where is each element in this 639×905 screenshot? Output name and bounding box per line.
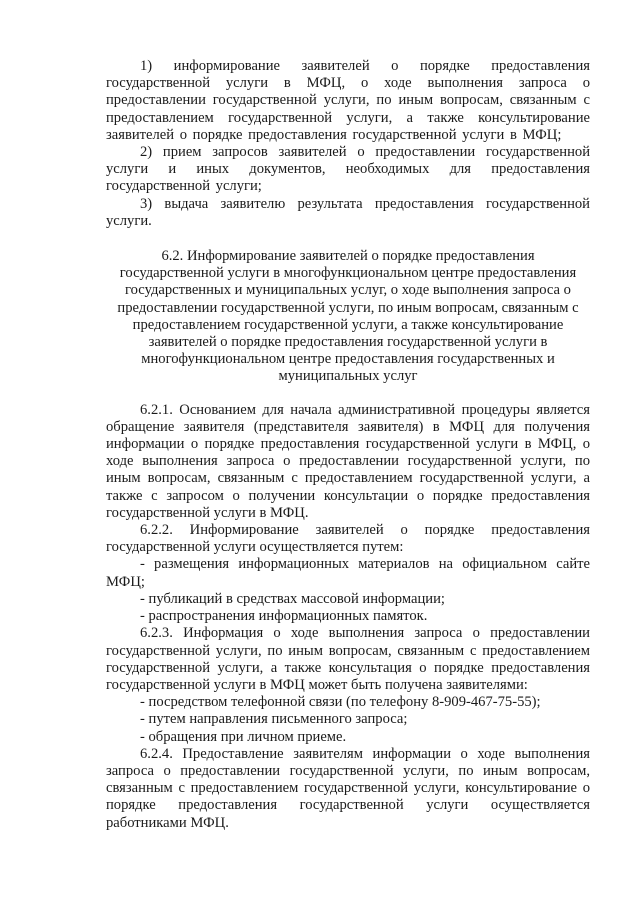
list-item: - распространения информационных памяток.	[140, 608, 428, 625]
paragraph-6-2-4: 6.2.4. Предоставление заявителям информации о ходе выполнения запроса о предоставлении государственной услуги, по иным вопросам, связанным с предоставлением государственной услуги, консультирование о порядке предоставления государственной услуги осуществляется работниками МФЦ.	[106, 745, 590, 831]
list-item-reception: 2) прием запросов заявителей о предоставлении государственной услуги и иных документов, необходимых для предоставления государственной услуги;	[106, 144, 590, 195]
list-item: - путем направления письменного запроса;	[140, 711, 408, 728]
document-page	[106, 58, 590, 832]
list-item: - обращения при личном приеме.	[140, 728, 347, 745]
paragraph-6-2-1: 6.2.1. Основанием для начала административной процедуры является обращение заявителя (представителя заявителя) в МФЦ для получения информации о порядке предоставления государственной услуги в МФЦ, о ходе выполнения запроса о предоставлении государственной услуги, по иным вопросам, связанным с предоставлением государственной услуги, а также с запросом о получении консультации о порядке предоставления государственной услуги в МФЦ.	[106, 401, 590, 521]
paragraph-6-2-2: 6.2.2. Информирование заявителей о порядке предоставления государственной услуги осуществляется путем:	[106, 522, 590, 556]
section-heading: 6.2. Информирование заявителей о порядке предоставления государственной услуги в многофункциональном центре предоставления государственных и муниципальных услуг, о ходе выполнения запроса о предоставлении государственной услуги, по иным вопросам, связанным с предоставлением государственной услуги, а также консультирование заявителей о порядке предоставления государственной услуги в многофункциональном центре предоставления государственных и муниципальных услуг	[117, 248, 579, 385]
paragraph-6-2-3: 6.2.3. Информация о ходе выполнения запроса о предоставлении государственной услуги, по иным вопросам, связанным с предоставлением государственной услуги, а также консультация о порядке предоставления государственной услуги в МФЦ может быть получена заявителями:	[106, 625, 590, 693]
list-item-issuance: 3) выдача заявителю результата предоставления государственной услуги.	[106, 195, 590, 229]
list-item-informing: 1) информирование заявителей о порядке предоставления государственной услуги в МФЦ, о ходе выполнения запроса о предоставлении государственной услуги, по иным вопросам, связанным с предоставлением государственной услуги, а также консультирование заявителей о порядке предоставления государственной услуги в МФЦ;	[106, 58, 590, 143]
list-item: - посредством телефонной связи (по телефону 8-909-467-75-55);	[140, 694, 541, 711]
list-item: - размещения информационных материалов на официальном сайте МФЦ;	[106, 556, 590, 590]
list-item: - публикаций в средствах массовой информации;	[140, 590, 445, 607]
